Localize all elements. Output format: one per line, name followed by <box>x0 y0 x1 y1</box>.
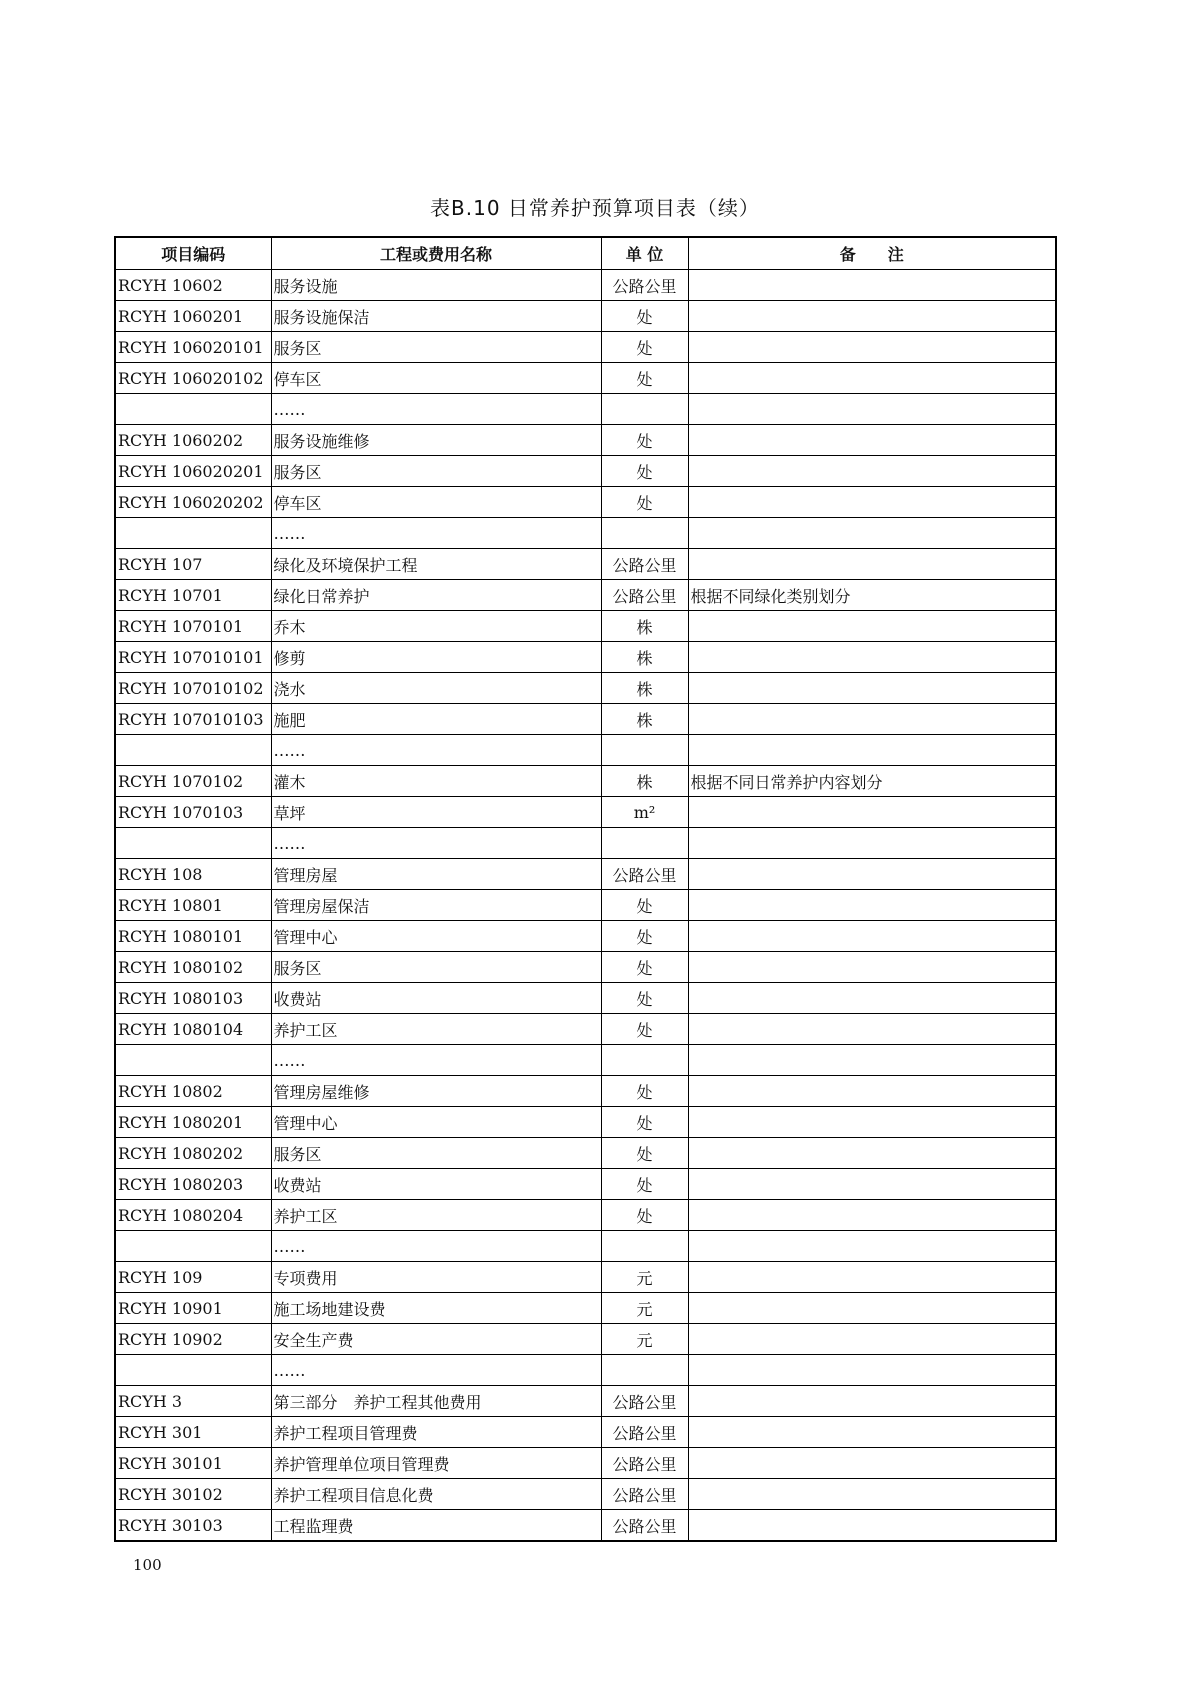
cell-remarks <box>688 1231 1056 1262</box>
cell-unit: 处 <box>601 425 688 456</box>
cell-remarks <box>688 828 1056 859</box>
header-unit: 单 位 <box>601 237 688 270</box>
cell-item-code: RCYH 1070102 <box>115 766 271 797</box>
cell-item-code: RCYH 1070101 <box>115 611 271 642</box>
cell-item-name: …… <box>271 735 601 766</box>
cell-item-code: RCYH 107010103 <box>115 704 271 735</box>
table-header-row <box>115 237 1056 270</box>
cell-remarks <box>688 1138 1056 1169</box>
table-row <box>115 983 1056 1014</box>
cell-item-name: 收费站 <box>271 1169 601 1200</box>
cell-remarks: 根据不同绿化类别划分 <box>688 580 1056 611</box>
table-row <box>115 1479 1056 1510</box>
cell-item-code: RCYH 10701 <box>115 580 271 611</box>
cell-item-name: 浇水 <box>271 673 601 704</box>
cell-unit: 公路公里 <box>601 1479 688 1510</box>
cell-item-code: RCYH 1080104 <box>115 1014 271 1045</box>
cell-unit: 处 <box>601 1169 688 1200</box>
table-row <box>115 890 1056 921</box>
cell-item-name: 服务区 <box>271 456 601 487</box>
cell-remarks <box>688 1417 1056 1448</box>
table-row <box>115 859 1056 890</box>
cell-remarks <box>688 518 1056 549</box>
cell-item-code: RCYH 1080201 <box>115 1107 271 1138</box>
cell-item-code: RCYH 1080103 <box>115 983 271 1014</box>
cell-unit: 元 <box>601 1324 688 1355</box>
cell-remarks <box>688 394 1056 425</box>
cell-remarks <box>688 890 1056 921</box>
table-row <box>115 828 1056 859</box>
cell-remarks <box>688 363 1056 394</box>
cell-remarks <box>688 704 1056 735</box>
cell-item-name: 施工场地建设费 <box>271 1293 601 1324</box>
cell-remarks <box>688 921 1056 952</box>
cell-remarks <box>688 332 1056 363</box>
cell-item-name: 服务区 <box>271 332 601 363</box>
cell-remarks <box>688 797 1056 828</box>
cell-item-name: 管理房屋保洁 <box>271 890 601 921</box>
cell-unit: 株 <box>601 766 688 797</box>
cell-remarks <box>688 1076 1056 1107</box>
cell-remarks <box>688 611 1056 642</box>
table-row <box>115 1448 1056 1479</box>
cell-item-name: 草坪 <box>271 797 601 828</box>
table-row <box>115 921 1056 952</box>
cell-remarks <box>688 301 1056 332</box>
cell-item-name: …… <box>271 518 601 549</box>
cell-item-code: RCYH 106020202 <box>115 487 271 518</box>
table-row <box>115 642 1056 673</box>
cell-item-name: 停车区 <box>271 363 601 394</box>
cell-unit: 处 <box>601 301 688 332</box>
cell-item-name: 养护工区 <box>271 1014 601 1045</box>
cell-item-name: 第三部分 养护工程其他费用 <box>271 1386 601 1417</box>
cell-item-name: …… <box>271 1045 601 1076</box>
cell-unit: 处 <box>601 983 688 1014</box>
table-row <box>115 394 1056 425</box>
cell-item-name: …… <box>271 1355 601 1386</box>
cell-item-code <box>115 1045 271 1076</box>
cell-item-name: 停车区 <box>271 487 601 518</box>
cell-item-code: RCYH 107 <box>115 549 271 580</box>
table-row <box>115 332 1056 363</box>
cell-unit <box>601 1355 688 1386</box>
table-row <box>115 456 1056 487</box>
cell-item-code: RCYH 10901 <box>115 1293 271 1324</box>
cell-item-name: 管理房屋 <box>271 859 601 890</box>
cell-item-name: 养护工程项目管理费 <box>271 1417 601 1448</box>
cell-remarks <box>688 1479 1056 1510</box>
table-row <box>115 301 1056 332</box>
table-row <box>115 1386 1056 1417</box>
cell-item-name: 收费站 <box>271 983 601 1014</box>
cell-item-name: 服务设施 <box>271 270 601 301</box>
cell-remarks <box>688 1262 1056 1293</box>
cell-remarks <box>688 1448 1056 1479</box>
cell-item-name: 养护工程项目信息化费 <box>271 1479 601 1510</box>
table-row <box>115 549 1056 580</box>
table-row <box>115 1045 1056 1076</box>
cell-unit: 公路公里 <box>601 1386 688 1417</box>
cell-item-code: RCYH 1080102 <box>115 952 271 983</box>
table-row <box>115 952 1056 983</box>
cell-remarks <box>688 1386 1056 1417</box>
cell-item-code: RCYH 3 <box>115 1386 271 1417</box>
cell-item-name: 绿化及环境保护工程 <box>271 549 601 580</box>
cell-item-name: …… <box>271 1231 601 1262</box>
cell-item-code: RCYH 10602 <box>115 270 271 301</box>
cell-item-name: 养护工区 <box>271 1200 601 1231</box>
cell-unit: 处 <box>601 332 688 363</box>
cell-item-code: RCYH 1080204 <box>115 1200 271 1231</box>
cell-remarks <box>688 1293 1056 1324</box>
cell-item-name: 工程监理费 <box>271 1510 601 1542</box>
table-row <box>115 766 1056 797</box>
cell-item-code: RCYH 1060201 <box>115 301 271 332</box>
cell-item-code: RCYH 1080203 <box>115 1169 271 1200</box>
table-row <box>115 580 1056 611</box>
cell-remarks <box>688 456 1056 487</box>
cell-item-name: …… <box>271 828 601 859</box>
table-row <box>115 518 1056 549</box>
cell-unit: 处 <box>601 1107 688 1138</box>
cell-item-code <box>115 394 271 425</box>
cell-item-code <box>115 1231 271 1262</box>
cell-unit: 元 <box>601 1293 688 1324</box>
table-row <box>115 1107 1056 1138</box>
cell-unit: 处 <box>601 1138 688 1169</box>
cell-remarks <box>688 735 1056 766</box>
table-row <box>115 270 1056 301</box>
cell-item-code: RCYH 10801 <box>115 890 271 921</box>
table-row <box>115 1355 1056 1386</box>
cell-item-code: RCYH 10802 <box>115 1076 271 1107</box>
cell-item-name: …… <box>271 394 601 425</box>
cell-unit: 处 <box>601 952 688 983</box>
cell-unit: 株 <box>601 704 688 735</box>
table-row <box>115 1324 1056 1355</box>
table-row <box>115 1262 1056 1293</box>
table-row <box>115 1510 1056 1542</box>
cell-item-code <box>115 1355 271 1386</box>
cell-remarks <box>688 1200 1056 1231</box>
table-row <box>115 735 1056 766</box>
table-row <box>115 1014 1056 1045</box>
table-row <box>115 363 1056 394</box>
cell-unit <box>601 518 688 549</box>
cell-unit: 公路公里 <box>601 1417 688 1448</box>
cell-item-code: RCYH 30102 <box>115 1479 271 1510</box>
cell-item-name: 服务区 <box>271 952 601 983</box>
cell-remarks <box>688 1169 1056 1200</box>
cell-item-code: RCYH 30103 <box>115 1510 271 1542</box>
cell-remarks <box>688 1014 1056 1045</box>
table-row <box>115 487 1056 518</box>
cell-item-code: RCYH 1080101 <box>115 921 271 952</box>
cell-item-code: RCYH 107010102 <box>115 673 271 704</box>
cell-item-name: 施肥 <box>271 704 601 735</box>
cell-remarks <box>688 1510 1056 1542</box>
cell-item-name: 专项费用 <box>271 1262 601 1293</box>
cell-remarks <box>688 1355 1056 1386</box>
cell-item-name: 灌木 <box>271 766 601 797</box>
page-number: 100 <box>133 1556 162 1574</box>
header-remarks: 备 注 <box>688 237 1056 270</box>
cell-remarks <box>688 642 1056 673</box>
table-row <box>115 611 1056 642</box>
cell-item-name: 服务区 <box>271 1138 601 1169</box>
cell-remarks <box>688 1324 1056 1355</box>
cell-item-code: RCYH 301 <box>115 1417 271 1448</box>
cell-unit: 处 <box>601 890 688 921</box>
cell-item-name: 管理中心 <box>271 1107 601 1138</box>
header-item-name: 工程或费用名称 <box>271 237 601 270</box>
cell-item-name: 绿化日常养护 <box>271 580 601 611</box>
cell-item-code: RCYH 106020102 <box>115 363 271 394</box>
cell-unit: m² <box>601 797 688 828</box>
cell-unit: 公路公里 <box>601 1448 688 1479</box>
cell-remarks <box>688 952 1056 983</box>
cell-unit: 株 <box>601 673 688 704</box>
cell-item-code <box>115 735 271 766</box>
budget-items-table <box>114 236 1057 1542</box>
cell-remarks: 根据不同日常养护内容划分 <box>688 766 1056 797</box>
table-row <box>115 1293 1056 1324</box>
cell-item-name: 管理房屋维修 <box>271 1076 601 1107</box>
cell-remarks <box>688 1107 1056 1138</box>
cell-unit <box>601 1231 688 1262</box>
table-row <box>115 1231 1056 1262</box>
cell-remarks <box>688 859 1056 890</box>
cell-item-code <box>115 518 271 549</box>
cell-unit: 元 <box>601 1262 688 1293</box>
cell-remarks <box>688 425 1056 456</box>
cell-unit <box>601 1045 688 1076</box>
cell-item-code: RCYH 106020201 <box>115 456 271 487</box>
cell-item-name: 服务设施维修 <box>271 425 601 456</box>
table-row <box>115 704 1056 735</box>
cell-item-name: 服务设施保洁 <box>271 301 601 332</box>
cell-item-code <box>115 828 271 859</box>
cell-unit: 公路公里 <box>601 1510 688 1542</box>
cell-remarks <box>688 1045 1056 1076</box>
cell-item-code: RCYH 106020101 <box>115 332 271 363</box>
cell-remarks <box>688 270 1056 301</box>
cell-item-code: RCYH 10902 <box>115 1324 271 1355</box>
cell-unit: 处 <box>601 487 688 518</box>
table-row <box>115 425 1056 456</box>
cell-remarks <box>688 487 1056 518</box>
table-row <box>115 1076 1056 1107</box>
cell-unit: 处 <box>601 1200 688 1231</box>
cell-unit: 处 <box>601 921 688 952</box>
cell-unit <box>601 828 688 859</box>
cell-remarks <box>688 983 1056 1014</box>
cell-unit: 公路公里 <box>601 549 688 580</box>
cell-unit: 处 <box>601 363 688 394</box>
cell-unit <box>601 394 688 425</box>
cell-item-code: RCYH 30101 <box>115 1448 271 1479</box>
cell-item-code: RCYH 1070103 <box>115 797 271 828</box>
table-title: 表B.10 日常养护预算项目表（续） <box>430 196 760 220</box>
cell-unit: 公路公里 <box>601 270 688 301</box>
table-row <box>115 673 1056 704</box>
cell-item-name: 养护管理单位项目管理费 <box>271 1448 601 1479</box>
cell-unit: 处 <box>601 456 688 487</box>
cell-item-code: RCYH 109 <box>115 1262 271 1293</box>
cell-unit: 处 <box>601 1076 688 1107</box>
table-row <box>115 1200 1056 1231</box>
cell-unit <box>601 735 688 766</box>
cell-unit: 公路公里 <box>601 859 688 890</box>
cell-item-code: RCYH 1080202 <box>115 1138 271 1169</box>
cell-unit: 公路公里 <box>601 580 688 611</box>
cell-unit: 株 <box>601 642 688 673</box>
cell-unit: 处 <box>601 1014 688 1045</box>
cell-item-code: RCYH 108 <box>115 859 271 890</box>
cell-item-code: RCYH 1060202 <box>115 425 271 456</box>
table-row <box>115 1417 1056 1448</box>
table-body <box>115 270 1056 1542</box>
header-item-code: 项目编码 <box>115 237 271 270</box>
cell-item-name: 乔木 <box>271 611 601 642</box>
cell-item-name: 安全生产费 <box>271 1324 601 1355</box>
cell-remarks <box>688 673 1056 704</box>
cell-item-name: 修剪 <box>271 642 601 673</box>
table-row <box>115 797 1056 828</box>
table-row <box>115 1138 1056 1169</box>
table-row <box>115 1169 1056 1200</box>
cell-remarks <box>688 549 1056 580</box>
cell-unit: 株 <box>601 611 688 642</box>
cell-item-name: 管理中心 <box>271 921 601 952</box>
cell-item-code: RCYH 107010101 <box>115 642 271 673</box>
